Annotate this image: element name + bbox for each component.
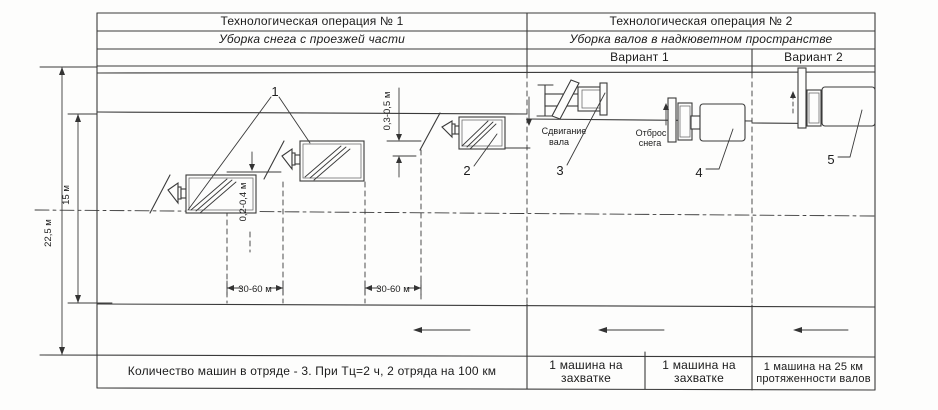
- dimension-snow-layer-right: [382, 88, 402, 177]
- op1-title: Технологическая операция № 1: [220, 14, 404, 29]
- travel-direction-arrows: [413, 327, 848, 333]
- callout-rotary-blower: 4: [695, 165, 703, 180]
- windrow-shift-label-line1: Сдвигание: [541, 126, 587, 136]
- snow-layer-left-label: 0,2-0,4 м: [238, 182, 249, 222]
- callout-windrow-shifter: 3: [556, 163, 564, 178]
- op2-subtitle: Уборка валов в надкюветном пространстве: [569, 32, 833, 47]
- grip-length-2-label: 30-60 м: [376, 284, 410, 295]
- dimension-grip-2: [365, 281, 421, 295]
- roadway-width-label: 15 м: [61, 185, 72, 205]
- variant1-note-right: 1 машина на захватке: [662, 357, 736, 385]
- op2-title: Технологическая операция № 2: [609, 14, 793, 29]
- op1-note: Количество машин в отряде - 3. При Тц=2 ч, 2 отряда на 100 км: [127, 364, 497, 379]
- snow-layer-right-label: 0,3-0,5 м: [382, 91, 393, 131]
- variant2-header: Вариант 2: [784, 49, 843, 64]
- plow-truck-c: [420, 113, 530, 150]
- road-centerline: [35, 210, 875, 216]
- callout-plow-trucks: 1: [271, 84, 279, 99]
- windrow-shift-label-line2: вала: [549, 137, 569, 147]
- plow-truck-b: [264, 141, 364, 181]
- dimension-grip-1: [227, 281, 283, 295]
- variant2-note: 1 машина на 25 км протяженности валов: [756, 360, 871, 385]
- table-frame: [40, 13, 875, 390]
- op1-subtitle: Уборка снега с проезжей части: [218, 32, 406, 47]
- snow-throw-arrow-v2: [790, 91, 796, 113]
- snow-throw-label-line2: снега: [638, 138, 662, 148]
- callout-trailing-truck: 2: [463, 163, 471, 178]
- snow-throw-label-line1: Отброс: [635, 128, 667, 138]
- rotary-blower-v2-machine: [798, 68, 875, 128]
- grip-length-1-label: 30-60 м: [238, 284, 272, 295]
- variant1-note-left: 1 машина на захватке: [549, 357, 623, 385]
- dimension-right-of-way: [40, 67, 97, 355]
- rotary-blower-machine: [668, 98, 745, 142]
- dimension-roadway: [61, 114, 112, 303]
- windrow-shifter-machine: [537, 80, 607, 119]
- variant1-header: Вариант 1: [610, 49, 669, 64]
- callout-rotary-blower-v2: 5: [827, 152, 835, 167]
- right-of-way-width-label: 22,5 м: [43, 219, 54, 247]
